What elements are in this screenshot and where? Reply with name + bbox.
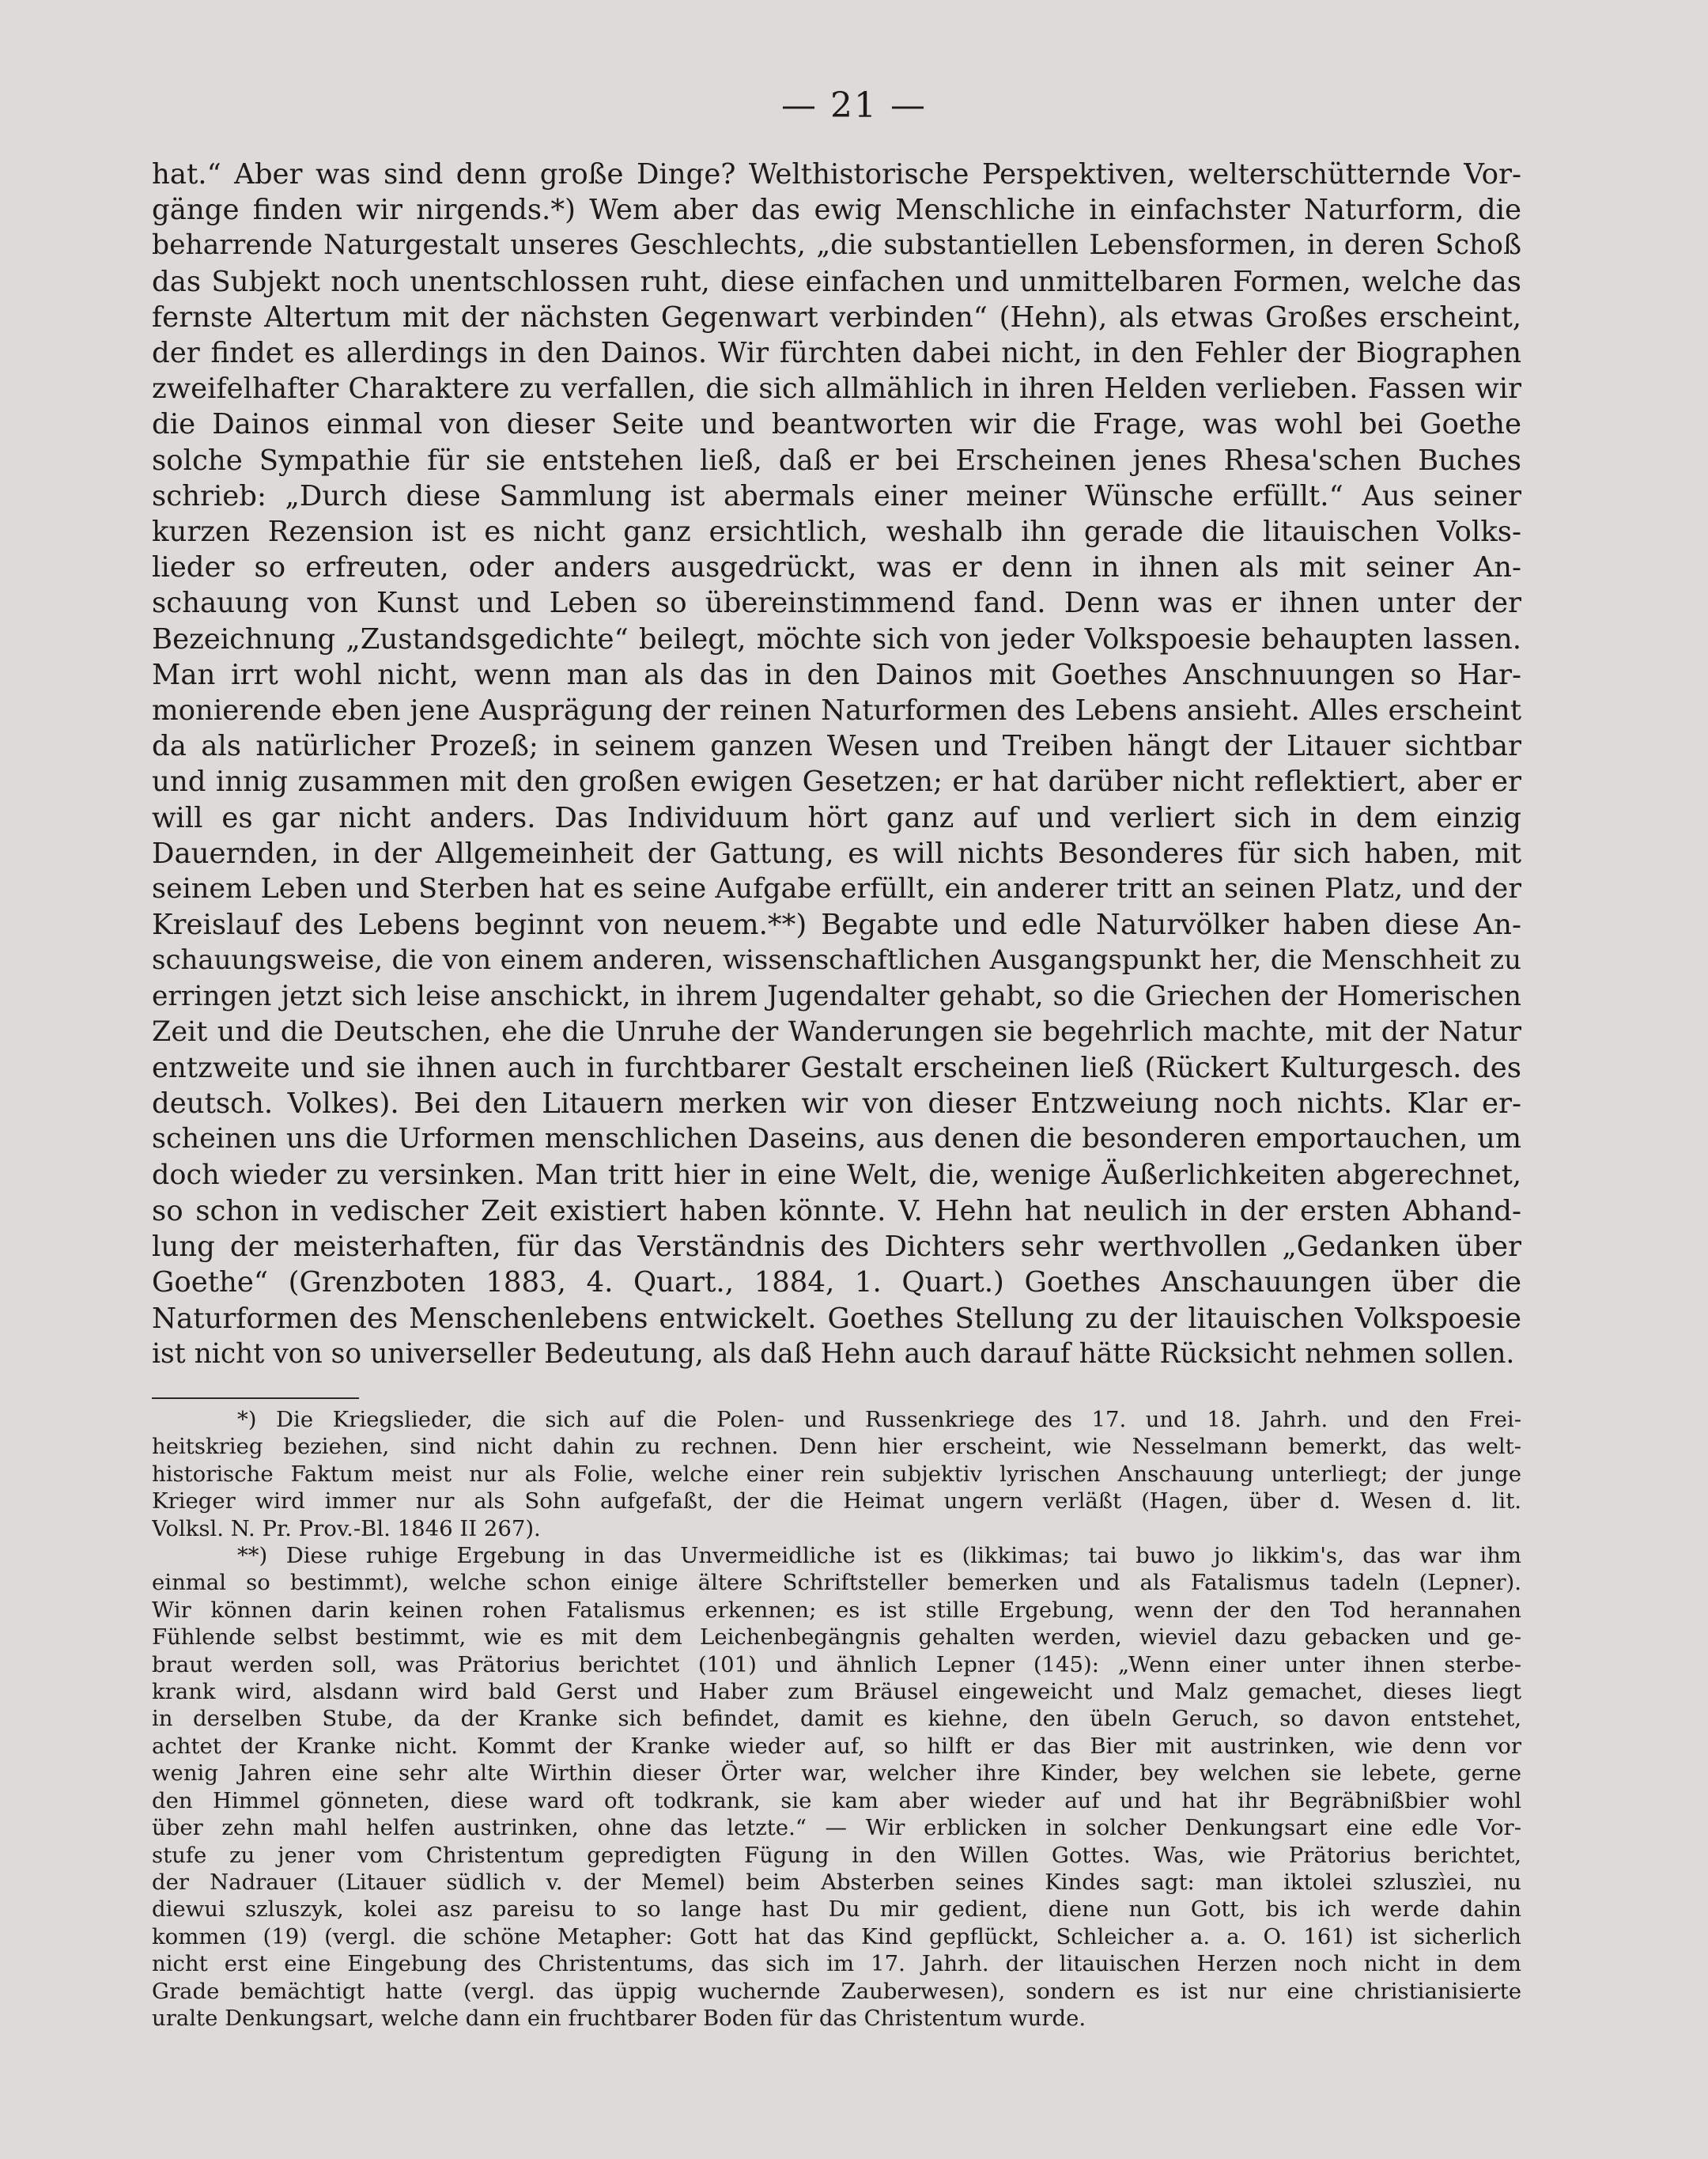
- footnotes: [152, 1406, 1521, 2032]
- text-line: kurzen Rezension ist es nicht ganz ersichtlich, weshalb ihn gerade die litauischen Volks-: [152, 516, 1521, 549]
- footnote-line: wenig Jahren eine sehr alte Wirthin dieser Örter war, welcher ihre Kinder, bey welchen sie lebete, gerne: [152, 1760, 1521, 1787]
- text-line: seinem Leben und Sterben hat es seine Aufgabe erfüllt, ein anderer tritt an seinen Platz, und der: [152, 873, 1521, 906]
- text-line: schauungsweise, die von einem anderen, wissenschaftlichen Ausgangspunkt her, die Menschheit zu: [152, 944, 1521, 977]
- text-line: das Subjekt noch unentschlossen ruht, diese einfachen und unmittelbaren Formen, welche das: [152, 265, 1521, 298]
- text-line: doch wieder zu versinken. Man tritt hier in eine Welt, die, wenige Äußerlichkeiten abgerechnet,: [152, 1159, 1521, 1191]
- footnote-line: diewui szluszyk, kolei asz pareisu to so lange hast Du mir gedient, diene nun Gott, bis ich werde dahin: [152, 1896, 1521, 1923]
- text-line: Kreislauf des Lebens beginnt von neuem.**) Begabte und edle Naturvölker haben diese An-: [152, 909, 1521, 942]
- text-line: schauung von Kunst und Leben so übereinstimmend fand. Denn was er ihnen unter der: [152, 587, 1521, 620]
- text-line: hat.“ Aber was sind denn große Dinge? Welthistorische Perspektiven, welterschütternde Vor-: [152, 158, 1521, 191]
- page-number: — 21 —: [781, 85, 927, 126]
- footnote-line: Grade bemächtigt hatte (vergl. das üppig wuchernde Zauberwesen), sondern es ist nur eine christianisierte: [152, 1978, 1521, 2004]
- text-line: die Dainos einmal von dieser Seite und beantworten wir die Frage, was wohl bei Goethe: [152, 408, 1521, 441]
- footnote-line: Fühlende selbst bestimmt, wie es mit dem Leichenbegängnis gehalten werden, wieviel dazu gebacken und ge-: [152, 1624, 1521, 1650]
- text-line: da als natürlicher Prozeß; in seinem ganzen Wesen und Treiben hängt der Litauer sichtbar: [152, 730, 1521, 763]
- footnote-line: heitskrieg beziehen, sind nicht dahin zu rechnen. Denn hier erscheint, wie Nesselmann bemerkt, das welt-: [152, 1434, 1521, 1460]
- text-line: schrieb: „Durch diese Sammlung ist abermals einer meiner Wünsche erfüllt.“ Aus seiner: [152, 479, 1521, 512]
- footnote-line: einmal so bestimmt), welche schon einige ältere Schriftsteller bemerken und als Fatalismus tadeln (Lepner).: [152, 1570, 1521, 1596]
- text-line: Bezeichnung „Zustandsgedichte“ beilegt, möchte sich von jeder Volkspoesie behaupten lassen.: [152, 622, 1521, 656]
- footnote-line: der Nadrauer (Litauer südlich v. der Memel) beim Absterben seines Kindes sagt: man iktolei szluszìei, nu: [152, 1869, 1521, 1895]
- text-line: deutsch. Volkes). Bei den Litauern merken wir von dieser Entzweiung noch nichts. Klar er-: [152, 1087, 1521, 1121]
- footnote-line: **) Diese ruhige Ergebung in das Unvermeidliche ist es (likkimas; tai buwo jo likkim's, das war ihm: [237, 1543, 1521, 1569]
- text-line: erringen jetzt sich leise anschickt, in ihrem Jugendalter gehabt, so die Griechen der Homerischen: [152, 980, 1521, 1012]
- footnote-line: den Himmel gönneten, diese ward oft todkrank, sie kam aber wieder auf und hat ihr Begräbnißbier wohl: [152, 1787, 1521, 1813]
- text-line: lung der meisterhaften, für das Verständnis des Dichters sehr werthvollen „Gedanken über: [152, 1231, 1521, 1264]
- footnote-2: [152, 1542, 1521, 2032]
- footnote-1: [152, 1406, 1521, 1542]
- footnote-line: nicht erst eine Eingebung des Christentums, das sich im 17. Jahrh. der litauischen Herzen noch nicht in dem: [152, 1951, 1521, 1977]
- text-line: scheinen uns die Urformen menschlichen Daseins, aus denen die besonderen emportauchen, um: [152, 1123, 1521, 1155]
- text-line: Man irrt wohl nicht, wenn man als das in den Dainos mit Goethes Anschnuungen so Har-: [152, 658, 1521, 691]
- footnote-line: Wir können darin keinen rohen Fatalismus erkennen; es ist stille Ergebung, wenn der den Tod herannahen: [152, 1597, 1521, 1623]
- text-line: beharrende Naturgestalt unseres Geschlechts, „die substantiellen Lebensformen, in deren Schoß: [152, 229, 1521, 262]
- footnote-line: stufe zu jener vom Christentum gepredigten Fügung in den Willen Gottes. Was, wie Prätorius berichtet,: [152, 1842, 1521, 1868]
- text-line: und innig zusammen mit den großen ewigen Gesetzen; er hat darüber nicht reflektiert, aber er: [152, 766, 1521, 799]
- footnote-line: krank wird, alsdann wird bald Gerst und Haber zum Bräusel eingeweicht und Malz gemachet, dieses liegt: [152, 1679, 1521, 1705]
- text-line: zweifelhafter Charaktere zu verfallen, die sich allmählich in ihren Helden verlieben. Fassen wir: [152, 372, 1521, 406]
- footnote-line: Krieger wird immer nur als Sohn aufgefaßt, der die Heimat ungern verläßt (Hagen, über d. Wesen d. lit.: [152, 1488, 1521, 1514]
- text-line: Dauernden, in der Allgemeinheit der Gattung, es will nichts Besonderes für sich haben, mit: [152, 837, 1521, 870]
- footnote-divider: [152, 1397, 359, 1399]
- footnote-line: historische Faktum meist nur als Folie, welche einer rein subjektiv lyrischen Anschauung unterliegt; der junge: [152, 1461, 1521, 1487]
- footnote-line: kommen (19) (vergl. die schöne Metapher: Gott hat das Kind gepflückt, Schleicher a. a. O. 161) ist sicherlich: [152, 1923, 1521, 1949]
- text-line: lieder so erfreuten, oder anders ausgedrückt, was er denn in ihnen als mit seiner An-: [152, 551, 1521, 584]
- text-line: monierende eben jene Ausprägung der reinen Naturformen des Lebens ansieht. Alles erscheint: [152, 694, 1521, 728]
- footnote-line: braut werden soll, was Prätorius berichtet (101) und ähnlich Lepner (145): „Wenn einer unter ihnen sterbe-: [152, 1651, 1521, 1677]
- footnote-line: uralte Denkungsart, welche dann ein fruchtbarer Boden für das Christentum wurde.: [152, 2005, 1086, 2031]
- text-line: ist nicht von so universeller Bedeutung, als daß Hehn auch darauf hätte Rücksicht nehmen sollen.: [152, 1337, 1515, 1370]
- text-line: will es gar nicht anders. Das Individuum hört ganz auf und verliert sich in dem einzig: [152, 801, 1521, 834]
- text-line: gänge finden wir nirgends.*) Wem aber das ewig Menschliche in einfachster Naturform, die: [152, 194, 1521, 227]
- footnote-line: achtet der Kranke nicht. Kommt der Kranke wieder auf, so hilft er das Bier mit austrinken, wie denn vor: [152, 1733, 1521, 1759]
- text-line: Zeit und die Deutschen, ehe die Unruhe der Wanderungen sie begehrlich machte, mit der Natur: [152, 1015, 1521, 1048]
- footnote-line: in derselben Stube, da der Kranke sich befindet, damit es kiehne, den übeln Geruch, so davon entstehet,: [152, 1706, 1521, 1732]
- footnote-line: *) Die Kriegslieder, die sich auf die Polen- und Russenkriege des 17. und 18. Jahrh. und den Frei-: [237, 1407, 1521, 1432]
- footnote-line: über zehn mahl helfen austrinken, ohne das letzte.“ — Wir erblicken in solcher Denkungsart eine edle Vor-: [152, 1815, 1521, 1841]
- text-line: der findet es allerdings in den Dainos. Wir fürchten dabei nicht, in den Fehler der Biographen: [152, 337, 1521, 370]
- footnote-line: Volksl. N. Pr. Prov.-Bl. 1846 II 267).: [152, 1515, 541, 1541]
- text-line: entzweite und sie ihnen auch in furchtbarer Gestalt erscheinen ließ (Rückert Kulturgesch. des: [152, 1052, 1521, 1085]
- text-line: fernste Altertum mit der nächsten Gegenwart verbinden“ (Hehn), als etwas Großes erscheint,: [152, 301, 1521, 334]
- text-line: solche Sympathie für sie entstehen ließ, daß er bei Erscheinen jenes Rhesa'schen Buches: [152, 444, 1521, 477]
- text-line: Goethe“ (Grenzboten 1883, 4. Quart., 1884, 1. Quart.) Goethes Anschauungen über die: [152, 1266, 1521, 1299]
- body-text: [152, 157, 1521, 1372]
- text-line: so schon in vedischer Zeit existiert haben könnte. V. Hehn hat neulich in der ersten Abhand-: [152, 1194, 1521, 1227]
- text-line: Naturformen des Menschenlebens entwickelt. Goethes Stellung zu der litauischen Volkspoesie: [152, 1302, 1521, 1335]
